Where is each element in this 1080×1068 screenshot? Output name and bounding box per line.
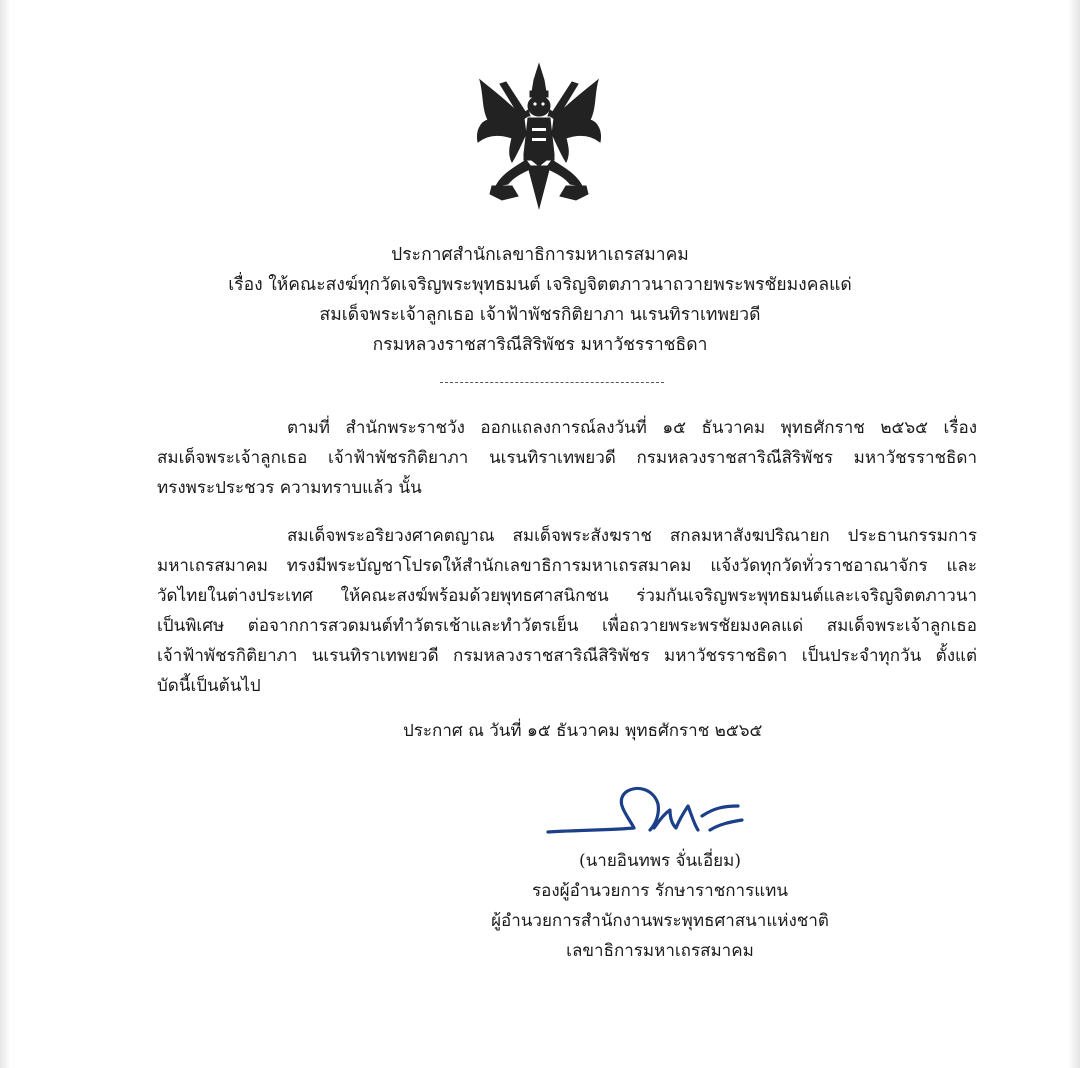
signer-block [440, 846, 880, 966]
header-subject: เรื่อง ให้คณะสงฆ์ทุกวัดเจริญพระพุทธมนต์ เจริญจิตตภาวนาถวายพระพรชัยมงคลแด่ [228, 275, 852, 295]
header-divider [440, 382, 664, 383]
header-title: ประกาศสำนักเลขาธิการมหาเถรสมาคม [391, 245, 689, 265]
announcement-date: ประกาศ ณ วันที่ ๑๕ ธันวาคม พุทธศักราช ๒๕๖๕ [403, 721, 763, 741]
garuda-emblem-icon [472, 62, 606, 212]
page-edge-shadow-right [1068, 0, 1080, 1068]
paragraph-2-line-6: บัดนี้เป็นต้นไป [157, 676, 261, 696]
paragraph-1-line-1: ตามที่ สำนักพระราชวัง ออกแถลงการณ์ลงวันที่ ๑๕ ธันวาคม พุทธศักราช ๒๕๖๕ เรื่อง [287, 418, 977, 438]
page-edge-shadow-left [0, 0, 10, 1068]
paragraph-1-line-2: สมเด็จพระเจ้าลูกเธอ เจ้าฟ้าพัชรกิติยาภา นเรนทิราเทพยวดี กรมหลวงราชสาริณีสิริพัชร มหาวัชรราชธิดา [157, 448, 977, 468]
header-subject-line2: สมเด็จพระเจ้าลูกเธอ เจ้าฟ้าพัชรกิติยาภา นเรนทิราเทพยวดี [319, 305, 761, 325]
signer-title-1: รองผู้อำนวยการ รักษาราชการแทน [531, 881, 788, 901]
signer-title-2: ผู้อำนวยการสำนักงานพระพุทธศาสนาแห่งชาติ [491, 911, 829, 931]
handwritten-signature [542, 776, 772, 846]
paragraph-1-line-3: ทรงพระประชวร ความทราบแล้ว นั้น [157, 478, 422, 498]
announcement-header [130, 240, 950, 360]
paragraph-2-line-2: มหาเถรสมาคม ทรงมีพระบัญชาโปรดให้สำนักเลขาธิการมหาเถรสมาคม แจ้งวัดทุกวัดทั่วราชอาณาจักร และ [157, 556, 977, 576]
paragraph-2-line-3: วัดไทยในต่างประเทศ ให้คณะสงฆ์พร้อมด้วยพุทธศาสนิกชน ร่วมกันเจริญพระพุทธมนต์และเจริญจิตตภาวนา [157, 586, 977, 606]
signer-name: (นายอินทพร จั่นเอี่ยม) [579, 851, 741, 871]
paragraph-2 [157, 521, 977, 701]
paragraph-2-line-5: เจ้าฟ้าพัชรกิติยาภา นเรนทิราเทพยวดี กรมหลวงราชสาริณีสิริพัชร มหาวัชรราชธิดา เป็นประจำทุกวัน ตั้งแต่ [157, 646, 977, 666]
paragraph-1 [157, 413, 977, 503]
header-subject-line3: กรมหลวงราชสาริณีสิริพัชร มหาวัชรราชธิดา [372, 335, 708, 355]
paragraph-2-line-1: สมเด็จพระอริยวงศาคตญาณ สมเด็จพระสังฆราช สกลมหาสังฆปริณายก ประธานกรรมการ [287, 526, 977, 546]
signer-title-3: เลขาธิการมหาเถรสมาคม [566, 941, 754, 961]
paragraph-2-line-4: เป็นพิเศษ ต่อจากการสวดมนต์ทำวัตรเช้าและทำวัตรเย็น เพื่อถวายพระพรชัยมงคลแด่ สมเด็จพระเจ้าลูกเธอ [157, 616, 977, 636]
